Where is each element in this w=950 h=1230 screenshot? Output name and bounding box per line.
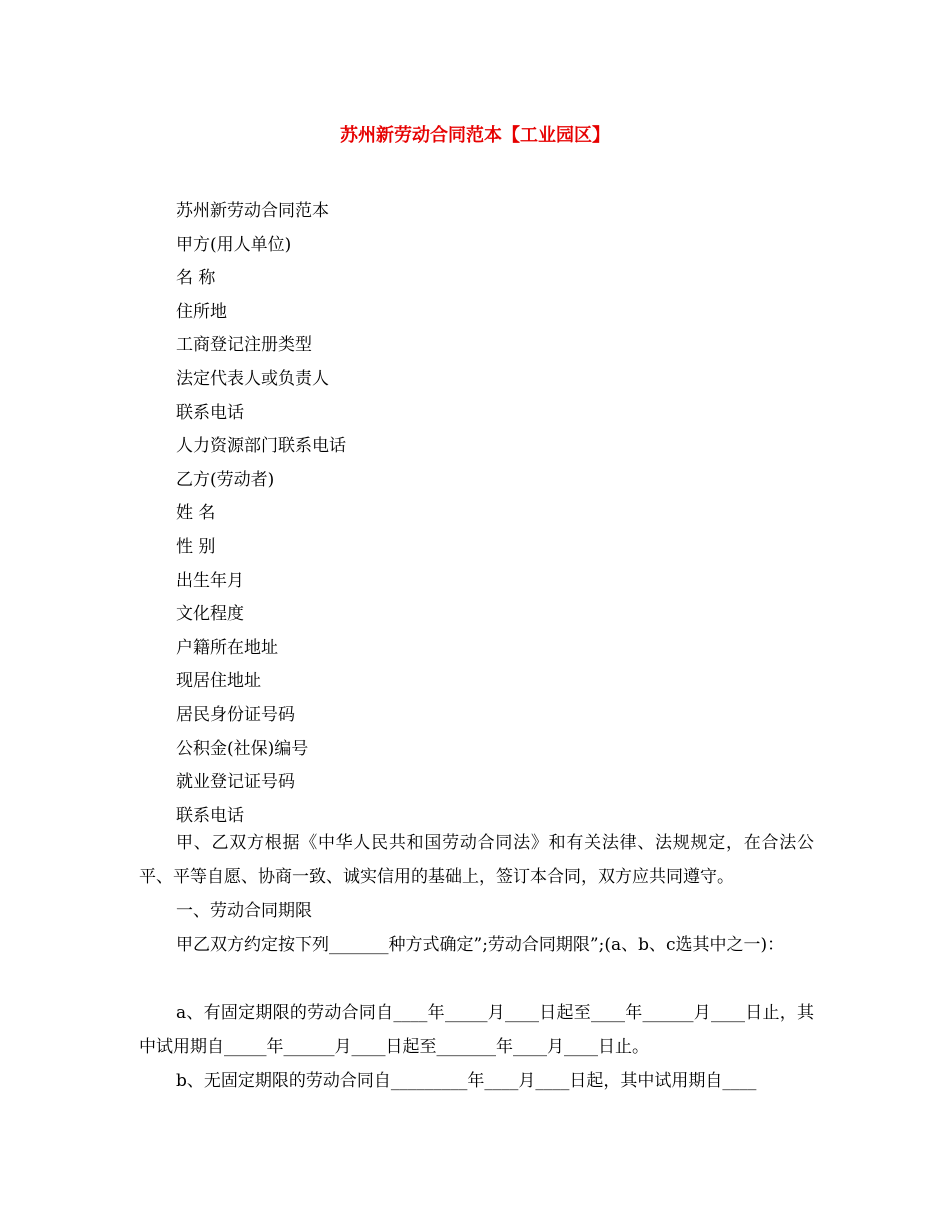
list-item: 就业登记证号码 [176, 772, 295, 793]
list-item: 苏州新劳动合同范本 [176, 201, 329, 221]
list-item: 乙方(劳动者) [176, 469, 275, 490]
contract-term-paragraph: 甲乙双方约定按下列_______种方式确定”;劳动合同期限”;(a、b、c选其中之一)： [176, 935, 785, 955]
list-item: 文化程度 [176, 604, 244, 625]
list-item: 联系电话 [176, 805, 244, 826]
list-item: 性 别 [176, 536, 216, 557]
fixed-term-paragraph: a、有固定期限的劳动合同自____年_____月____日起至____年______月____日止，其中试用期自_____年______月____日起至_______年____月____日止。 [139, 1003, 814, 1057]
document-title: 苏州新劳动合同范本【工业园区】 [340, 125, 610, 146]
list-item: 工商登记注册类型 [176, 335, 312, 356]
preamble-paragraph: 甲、乙双方根据《中华人民共和国劳动合同法》和有关法律、法规规定，在合法公平、平等自愿、协商一致、诚实信用的基础上，签订本合同，双方应共同遵守。 [139, 833, 814, 887]
list-item: 户籍所在地址 [176, 637, 278, 658]
list-item: 名 称 [176, 268, 216, 289]
list-item: 甲方(用人单位) [176, 234, 292, 255]
list-item: 住所地 [176, 301, 227, 322]
list-item: 人力资源部门联系电话 [176, 436, 346, 457]
section-heading: 一、劳动合同期限 [176, 901, 312, 921]
list-item: 居民身份证号码 [176, 704, 295, 725]
list-item: 联系电话 [176, 402, 244, 423]
list-item: 出生年月 [176, 570, 244, 591]
party-info-list [176, 195, 346, 833]
list-item: 现居住地址 [176, 671, 261, 692]
list-item: 姓 名 [176, 503, 216, 524]
list-item: 法定代表人或负责人 [176, 368, 329, 389]
list-item: 公积金(社保)编号 [176, 738, 309, 759]
open-term-paragraph: b、无固定期限的劳动合同自_________年____月____日起，其中试用期自____ [176, 1071, 757, 1091]
